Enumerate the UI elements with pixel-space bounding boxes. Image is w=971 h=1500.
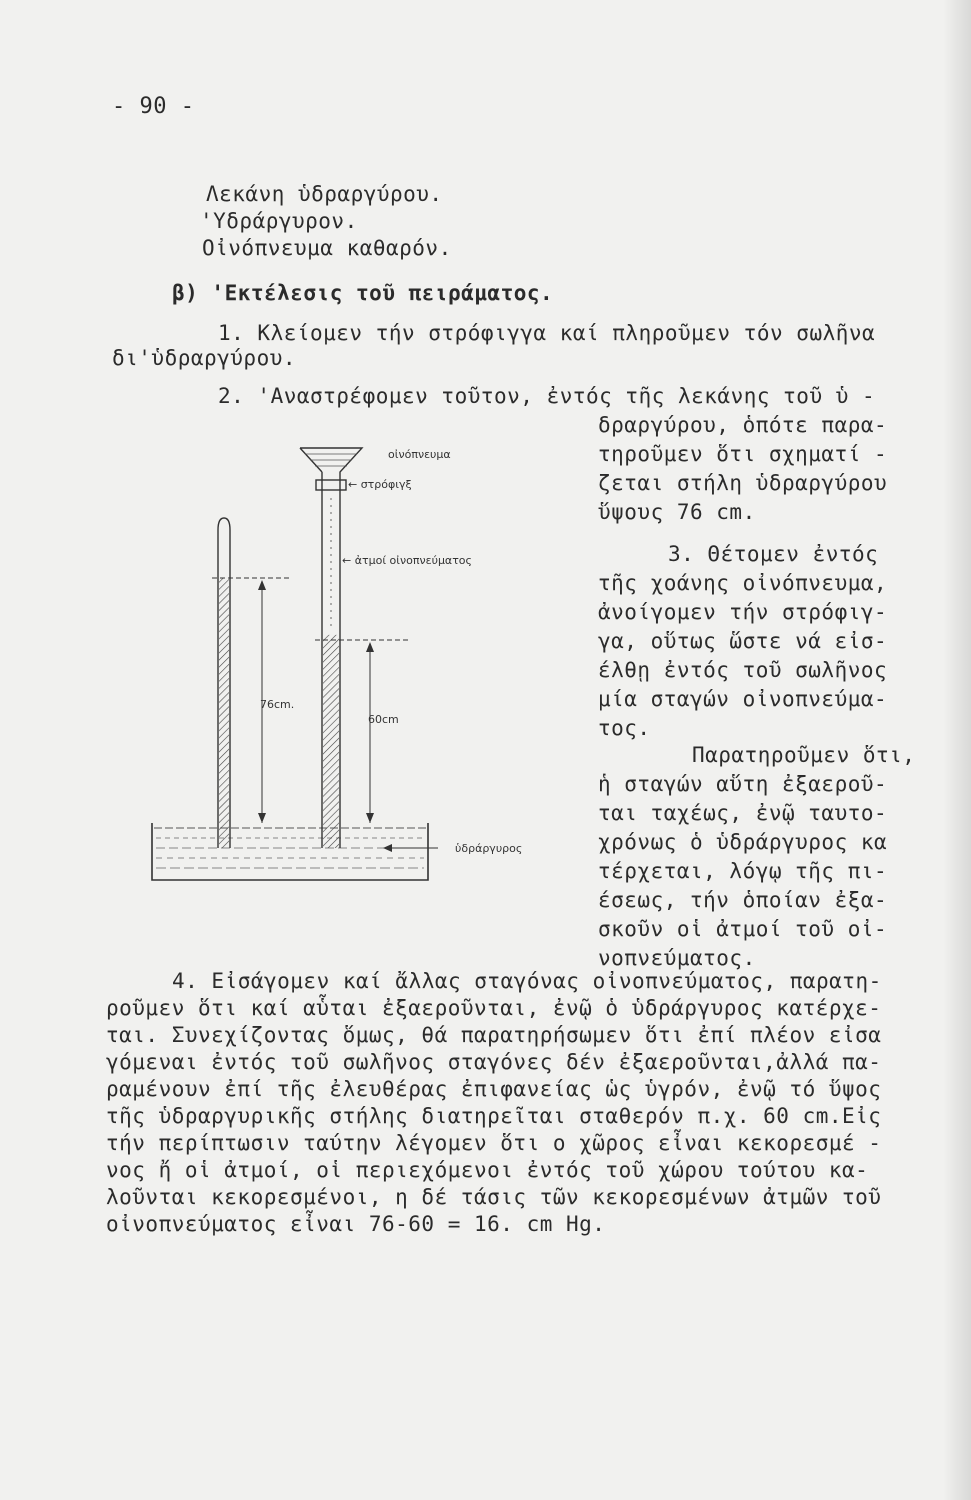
step4-line: 4. Εἰσάγομεν καί ἄλλας σταγόνας οἰνοπνεύματος, παρατη- [172, 969, 882, 993]
step3-line: ἀνοίγομεν τήν στρόφιγ- [598, 600, 888, 624]
step2-line: δραργύρου, ὁπότε παρα- [598, 413, 888, 437]
step4-line: λοῦνται κεκορεσμένοι, η δέ τάσις τῶν κεκορεσμένων ἀτμῶν τοῦ [106, 1185, 882, 1209]
page-number: - 90 - [112, 94, 195, 119]
page-edge-shadow [943, 0, 971, 1500]
label-mercury: ὑδράργυρος [455, 842, 523, 855]
material-line: 'Υδράργυρον. [200, 209, 358, 233]
section-heading: β) 'Εκτέλεσις τοῦ πειράματος. [172, 281, 554, 305]
step4-line: τήν περίπτωσιν ταύτην λέγομεν ὅτι ο χῶρος εἶναι κεκορεσμέ - [106, 1131, 882, 1155]
step3-line: 3. Θέτομεν ἐντός [668, 542, 879, 566]
step4-line: γόμεναι ἐντός τοῦ σωλῆνος σταγόνες δέν ἐξαεροῦνται,ἀλλά πα- [106, 1050, 882, 1074]
material-line: Οἰνόπνευμα καθαρόν. [202, 236, 452, 260]
label-76cm: 76cm. [260, 698, 295, 711]
observation-line: ἡ σταγών αὕτη ἐξαεροῦ- [598, 772, 888, 796]
step4-line: τῆς ὑδραργυρικῆς στήλης διατηρεῖται σταθερόν π.χ. 60 cm.Εἰς [106, 1104, 882, 1128]
left-mercury-column [219, 578, 229, 848]
step2-line: ὕψους 76 cm. [598, 500, 756, 524]
mercury-basin [152, 823, 428, 880]
step3-line: έλθῃ ἐντός τοῦ σωλῆνος [598, 658, 888, 682]
step4-line: ροῦμεν ὅτι καί αὗται ἐξαεροῦνται, ἐνῷ ὁ ὑδράργυρος κατέρχε- [106, 996, 882, 1020]
step3-line: τος. [598, 716, 651, 740]
step4-line: οἰνοπνεύματος εἶναι 76-60 = 16. cm Hg. [106, 1212, 606, 1236]
observation-line: ται ταχέως, ἐνῷ ταυτο- [598, 801, 888, 825]
step4-line: νος ἤ οἱ ἀτμοί, οἱ περιεχόμενοι ἐντός τοῦ χώρου τούτου κα- [106, 1158, 869, 1182]
label-stopcock: ← στρόφιγξ [348, 478, 412, 491]
observation-line: τέρχεται, λόγῳ τῆς πι- [598, 859, 888, 883]
step4-line: ται. Συνεχίζοντας ὅμως, θά παρατηρήσωμεν ὅτι ἐπί πλέον εἰσα [106, 1023, 882, 1047]
right-tube [300, 448, 362, 848]
right-mercury-column [323, 635, 339, 848]
observation-line: χρόνως ὁ ὑδράργυρος κα [598, 830, 888, 854]
label-60cm: 60cm [368, 713, 399, 726]
step2-line: τηροῦμεν ὅτι σχηματί - [598, 442, 888, 466]
observation-line: σκοῦν οἱ ἀτμοί τοῦ οἰ- [598, 917, 888, 941]
step1-line: δι'ὑδραργύρου. [112, 346, 297, 370]
step3-line: γα, οὕτως ὥστε νά εἰσ- [598, 629, 888, 653]
step3-line: μία σταγών οἰνοπνεύμα- [598, 687, 888, 711]
material-line: Λεκάνη ὑδραργύρου. [206, 182, 443, 206]
step1-line: 1. Κλείομεν τήν στρόφιγγα καί πληροῦμεν τόν σωλῆνα [218, 321, 876, 345]
step4-line: ραμένουν ἐπί τῆς ἐλευθέρας ἐπιφανείας ὡς ὑγρόν, ἐνῷ τό ὕψος [106, 1077, 882, 1101]
stopcock [316, 480, 346, 490]
observation-line: νοπνεύματος. [598, 946, 756, 970]
step2-line: 2. 'Αναστρέφομεν τοῦτον, ἐντός τῆς λεκάνης τοῦ ὑ - [218, 384, 876, 408]
label-alcohol: οἰνόπνευμα [388, 448, 451, 461]
step2-line: ζεται στήλη ὑδραργύρου [598, 471, 888, 495]
observation-line: έσεως, τήν ὁποίαν ἐξα- [598, 888, 888, 912]
left-tube [218, 518, 230, 848]
step3-line: τῆς χοάνης οἰνόπνευμα, [598, 571, 888, 595]
barometer-figure [100, 418, 570, 898]
observation-line: Παρατηροῦμεν ὅτι, [692, 743, 916, 767]
label-vapors: ← ἀτμοί οἰνοπνεύματος [342, 554, 472, 567]
